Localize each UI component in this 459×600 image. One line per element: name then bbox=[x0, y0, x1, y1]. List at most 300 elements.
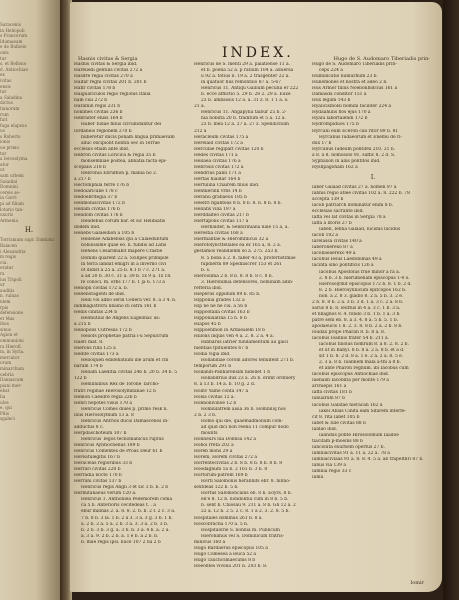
index-entry: fe conoci. m. orbs 177 b. 1 ja 6. 173 a bbox=[81, 279, 165, 285]
index-entry: ad quid dici non reena 11 compur dodo bbox=[201, 424, 289, 430]
index-entry: Hehens Cesarimabit mapere Crastie bbox=[81, 249, 163, 255]
left-page-line: Baiacen bbox=[0, 242, 17, 248]
index-entry: Damasda conditor 151 a bbox=[312, 92, 367, 98]
index-entry: Helidebus corum bar. et sic Helibiatis bbox=[81, 219, 166, 225]
index-entry: Horem, Horem civitas 272 a bbox=[194, 455, 258, 461]
index-entry: Hertulina Chairem filius ibid. bbox=[194, 182, 260, 188]
index-entry: 8. a 13 b. 14 a. b. 10 g. 2 d. bbox=[194, 382, 256, 388]
index-entry: 2 b. 2 3 b. bbox=[194, 412, 217, 418]
index-entry: Iarelassa civitas 140 a bbox=[312, 239, 362, 245]
left-page-line: e, qui bbox=[0, 405, 12, 411]
index-entry: Iancoluta exurbem opertus 27 b. bbox=[312, 444, 385, 450]
index-entry: 2. 3 a. 8 b. Ioannem mala a-thi a 8 b. bbox=[319, 360, 401, 366]
index-entry: Hasnis civitas & Sergia ibid. bbox=[74, 62, 138, 67]
index-entry: Hareliedi gentilis civitas 272 a bbox=[74, 68, 143, 74]
index-entry: Iakel Abias Cinita eam Sifarem interfe- bbox=[319, 408, 406, 414]
left-page-line: ciu. bbox=[0, 259, 8, 265]
index-entry: Ialdao ibid. bbox=[312, 426, 338, 432]
index-entry: Henricus 11. Angapyna taibur 25 b. 2- bbox=[201, 110, 287, 116]
index-entry: a. 3 a. 9. 2 b. 2 b. a. 1 e b. a 2 b. b. bbox=[81, 533, 159, 539]
index-entry: a 215 b bbox=[74, 322, 91, 328]
index-entry: Herrari civitas 220 b bbox=[74, 467, 121, 473]
index-entry: Henri nepotes visus 170 a bbox=[74, 400, 133, 406]
index-entry: Holnv Yalhe conta 147 a bbox=[194, 388, 249, 394]
left-page-line: a Ierosolyma bbox=[0, 156, 28, 162]
left-page-line: sinus bbox=[0, 326, 12, 332]
left-page-line: tur bbox=[0, 89, 7, 95]
index-entry: Hyalu laborfaiendi 172 b bbox=[312, 116, 368, 122]
index-entry: Hipponia grades 132 a bbox=[194, 297, 245, 303]
index-entry: Horti Salomonis herabbifs ebr. 8. hinno- bbox=[201, 479, 291, 485]
index-entry: ecclesiis etiam ante ibid. bbox=[74, 146, 130, 152]
index-entry: Iacobus episcopus Antiochiae ibid. bbox=[312, 372, 390, 378]
index-entry: Hectomphila terre 176 b bbox=[74, 182, 130, 188]
left-page-line: ensis bbox=[0, 83, 11, 89]
index-entry: patre sem eb. 8. a 3. 4. 8 a. 5 b. 5. 1 b. bbox=[312, 317, 399, 323]
index-entry: 7 b. 8 b. 3 la. 1 b. 2 a 3. 3 a. 3 g. 3 b. 1 b. bbox=[81, 515, 173, 521]
index-entry: Iordaneis regionem 270 b bbox=[74, 128, 132, 134]
index-entry: a 217 b bbox=[74, 176, 91, 182]
index-entry: archiepis 161 a bbox=[312, 384, 347, 390]
index-entry: Hellenotagenti de ibid. bbox=[74, 291, 126, 297]
left-page-line: d. Antiochiae bbox=[0, 66, 28, 72]
index-entry: Haramin regis 231 b bbox=[74, 104, 121, 110]
left-page-line: in Heliopoli bbox=[0, 27, 25, 33]
index-entry: Heracleas regioribus 33 b bbox=[74, 461, 133, 467]
index-entry: Herrani civitas 137 b bbox=[74, 479, 122, 485]
index-entry: Holsa civitas 12 a. bbox=[194, 394, 235, 400]
index-entry: Herddalfeo civitas 217 b bbox=[194, 213, 249, 219]
index-entry: Hoscobracha 170 a. 5 b. bbox=[194, 521, 249, 527]
index-entry: 23 b. mea 12 a. 27 a. 27 z. Spendicnum bbox=[201, 122, 289, 128]
left-page-line: cereis se- bbox=[0, 189, 21, 195]
left-page-line: s, et Bellono bbox=[0, 61, 27, 67]
index-entry: Henricus 1. Anthoniea Pedemorem coma bbox=[81, 497, 173, 503]
index-entry: et nhagnos 8. 4. fondo 3 b. 1 b. 1 a. 3 b. bbox=[312, 311, 401, 317]
index-entry: Iaber Galaad civitas 27 a. nomen 97 a bbox=[312, 184, 397, 190]
index-entry: Horeb mons 29 a bbox=[194, 449, 233, 454]
left-page-line: in Gorri bbox=[0, 195, 17, 201]
left-page-line: us bbox=[0, 128, 5, 134]
left-page-line: tianorum bbox=[0, 105, 20, 111]
index-entry: Hasdre regia civitas 270 a bbox=[74, 74, 133, 80]
left-page-line: sam urbem bbox=[0, 173, 24, 179]
left-page-line: tur bbox=[0, 150, 7, 156]
index-entry: Iacobus Ioannis frater 54 b. 211 a. bbox=[312, 336, 390, 342]
left-page-line: Damascum bbox=[0, 377, 24, 383]
index-entry: Hydaahulis flos ejus 170 a bbox=[312, 110, 371, 116]
index-entry: Hospitales dommus 261 b. 8 a. bbox=[194, 515, 263, 521]
index-entry: ceps 224 a bbox=[319, 68, 343, 74]
left-page-line: rpis bbox=[0, 304, 9, 310]
index-entry: Hiermantae & Hieromfilicus 32 a bbox=[194, 237, 269, 243]
index-entry: Heliopli civitas 172 a. b. bbox=[74, 285, 129, 291]
index-entry: a ad 20 b. 30 c. 31 a. 39 b. 1x 9 a. 1x 18. bbox=[81, 273, 172, 279]
index-entry: in terra landat emigri in a inverno civi bbox=[81, 261, 167, 267]
index-entry: et ut in Babyl. 8 b. 8 a. 2 a. 8 b. et a d. bbox=[319, 348, 405, 354]
index-entry: Iaffa civitas 181 b bbox=[312, 390, 352, 396]
index-entry: Iacobus Apostolus frue minor a ra a. bbox=[319, 269, 401, 275]
index-entry: Iacobus filiolus homrum 8. a 8. 2. 8. 2 b. bbox=[319, 342, 409, 348]
index-entry: Hyalicisinolsi homini faciliter 224 a bbox=[312, 104, 392, 110]
index-entry: Iabnis regio atlee civitas 102 a. 8. 222 b. 78 bbox=[312, 190, 410, 196]
index-column-3 bbox=[312, 62, 434, 481]
index-entry: Hip ne ne ne ciu. a 56 b bbox=[194, 303, 248, 309]
left-page-line: ur bbox=[0, 282, 5, 288]
left-page-line: atur bbox=[0, 161, 9, 167]
index-entry: adductus 8 c. bbox=[74, 424, 104, 430]
left-page-line: s Roberto bbox=[0, 133, 21, 139]
left-page-line: ra Hierofl. bbox=[0, 343, 22, 349]
index-entry: Hunemones et nostra et adeo 2 b. bbox=[312, 80, 388, 86]
header-left-catchword: Hasnis civitas & Sergia bbox=[78, 56, 138, 62]
index-entry: Helioquen edidebatium ille arum et cm bbox=[81, 358, 169, 364]
index-column-1 bbox=[74, 62, 186, 546]
left-page-line: Idumaeam bbox=[0, 38, 23, 44]
index-entry: Hierofolyncttellales ea ez 165 a, 8. 2 a. bbox=[194, 243, 282, 249]
index-entry: Humillicatio numurhum 23 b. bbox=[312, 74, 378, 80]
index-entry: Hugo Comesea a leuca 52 a bbox=[194, 551, 257, 557]
left-page-line: fuit bbox=[0, 117, 8, 123]
index-entry: Hibbarus iatrier fundamentum aii gaici bbox=[201, 340, 289, 346]
left-page bbox=[0, 0, 60, 600]
left-page-line: tur bbox=[0, 55, 7, 61]
index-entry: gestamos reandienm so a. 275. 253 b. bbox=[194, 249, 279, 255]
index-entry: Iaehaim Iacoblita per monte 179 a bbox=[312, 378, 389, 384]
index-entry: Hippoofalla civitas 163 b bbox=[194, 309, 250, 315]
index-entry: nonimes civitas 236 b bbox=[74, 110, 123, 116]
left-page-line: eratur bbox=[0, 265, 14, 271]
index-entry: mounts bbox=[201, 430, 218, 436]
index-entry: sextdeas 122 b. 5 b. bbox=[194, 485, 239, 491]
left-page-line: onis bbox=[0, 49, 9, 55]
index-entry: Hierolis rilla 125 a bbox=[74, 346, 116, 352]
index-entry: Iacob 102 a bbox=[312, 233, 339, 239]
index-entry: Honnonivinoe 12 b bbox=[194, 400, 237, 406]
left-page-line: et Mas bbox=[0, 315, 15, 321]
index-entry: Syphaxon in aliis pontitos ibid. bbox=[312, 158, 381, 164]
index-entry: Iacobus Iesus Laedonimas 49 a bbox=[312, 257, 382, 263]
index-entry: Hiapos 45 b bbox=[194, 322, 221, 328]
left-page-line: ius Tripoli bbox=[0, 276, 22, 282]
index-entry: Haifar regni civitas 201 b. 201 b bbox=[74, 80, 147, 86]
index-entry: 8. 5 boba a 2. 8. faber 43 a, profertistimae bbox=[201, 255, 296, 261]
index-entry: Hebron civitas Loricica & regia 35 b bbox=[74, 152, 156, 158]
index-entry: a. 2 b. 2 a. 5 a. 2 b. 3 a. 3. 3 a. 2 b. 3 b. bbox=[81, 521, 169, 527]
index-entry: Iamu bbox=[312, 475, 324, 481]
index-entry: Heliopolis Cutresiis 172 b bbox=[74, 328, 132, 334]
left-page-line: a Saladino bbox=[0, 94, 23, 100]
index-entry: Hemlinlibus Rex de Torone Tarcho- bbox=[81, 382, 160, 388]
index-entry: ca 5 b. Anterioris cecitedeas t. . a bbox=[81, 503, 156, 509]
index-entry: scopalis 218 b bbox=[74, 164, 106, 170]
left-page-line: Saracenis bbox=[0, 22, 21, 27]
left-page-line: ibus bbox=[0, 321, 9, 327]
index-entry: Herradia nocte 170 b bbox=[74, 473, 122, 479]
index-entry: Heliense Adabensis qui a Calaeduntum bbox=[81, 237, 169, 243]
index-entry: Hospitalorie S. nonnia m. Publicum bbox=[201, 527, 280, 533]
index-entry: Heeitri figanteas 8 b. 8 b. 8. b. 8 b. 8 b. bbox=[194, 201, 282, 207]
index-entry: Hyrcani eum Eceron cali ritor 89 b. 81 bbox=[312, 128, 399, 134]
left-page-line: Domnini bbox=[0, 184, 18, 190]
index-letter-heading: I. bbox=[370, 173, 376, 181]
index-entry: temporum 291 b bbox=[194, 364, 232, 370]
left-page-line: ebat bbox=[0, 388, 10, 394]
index-entry: dux 17 b bbox=[312, 140, 332, 146]
index-entry: 21 a. bbox=[194, 104, 205, 110]
left-page-line: Armenia bbox=[0, 217, 19, 223]
left-page-line: Agion et bbox=[0, 332, 18, 338]
index-entry: monsemniae postea, abbatia facta epi- bbox=[81, 158, 167, 164]
index-entry: Hollandi-Panharensim hidellet 1 b bbox=[194, 370, 271, 376]
index-entry: Hoeontes vivona 201 b. 203 b. 8. bbox=[194, 563, 268, 569]
index-entry: Hendrius panli 171 a bbox=[194, 170, 241, 176]
left-page-line: fuga elapsus bbox=[0, 122, 27, 128]
index-entry: Ianus via 139 a bbox=[312, 463, 346, 468]
left-page-text bbox=[0, 22, 58, 422]
index-entry: Hus Armor filius Noebonbidcius 161 a bbox=[312, 86, 398, 92]
index-entry: fupdierm 89 Spedliiscrer 153 et 261 bbox=[201, 261, 282, 267]
index-entry: 2 b. 8. 8 b. 2 a. 3 b. 3 d. 1 a. 3 c. 2 a. 8 b. bbox=[312, 299, 404, 305]
index-entry: Iamniacivitas 91 a. 11 a. 22 a. 78 a bbox=[312, 450, 390, 456]
index-entry: nobilissime quae eo. n. fundis ad Latis bbox=[81, 243, 167, 249]
left-page-line: e de Bulbeio bbox=[0, 44, 27, 50]
index-entry: 22 a. 12 b. 2 5. 2 c. 8. 1 a 2. 3. 2. 8. 5 b. bbox=[201, 509, 290, 515]
index-entry: ibidem ibid. bbox=[74, 225, 101, 231]
index-entry: Hollandrius dux 23 a. 26 b. erimt ordinery bbox=[201, 376, 296, 382]
left-page-line: Pilis bbox=[0, 410, 9, 416]
index-entry: b. ecce afflictio 5. 29 b. 28 2. 29 a. Euxe bbox=[201, 92, 291, 98]
index-entry: Iaffa vel Iaf civitas in Sergia 78 a bbox=[312, 215, 386, 221]
left-page-line: minarcham bbox=[0, 366, 25, 372]
index-entry: 3. Hieronimia defensores, nominam adin- bbox=[201, 279, 294, 285]
index-entry: refteria ibid. bbox=[194, 285, 223, 291]
index-entry: 212 a bbox=[194, 128, 207, 134]
index-entry: Heliam Laeditia civitas 246 b. 20 b. 34 b. 5 bbox=[81, 370, 178, 376]
index-entry: accepta 139 b bbox=[312, 196, 344, 202]
index-entry: nob. a 2. 8 3. gladio 8. 2 a. 5 b. 3. 2 e. bbox=[319, 293, 404, 299]
left-page-line: uxoris bbox=[0, 212, 14, 218]
index-entry: en'e 8. 12 b. nondolitui cum in 8 b. 5 b. bbox=[201, 497, 289, 503]
index-entry: Ialindus ponte Hirosolomum Iaadoe bbox=[319, 432, 399, 438]
left-page-line: uebria bbox=[0, 371, 14, 377]
left-page-line: rum bbox=[0, 111, 9, 117]
left-page-line: orum bbox=[0, 360, 12, 366]
index-entry: Hortus Salomoncalus eb. 8 b. Eoyrs. 8 b. bbox=[201, 491, 292, 497]
index-entry: Ianuarum 87 b bbox=[312, 396, 345, 402]
index-entry: ebur milihas 2. a. 8. 8. 2. b. b. 2 f. 2 c. 3 a. bbox=[81, 509, 176, 515]
index-entry: Hentkerinn vrbs 14 b bbox=[194, 188, 242, 194]
index-entry: Hugo Tauchcsmaecunis 8 b bbox=[194, 557, 256, 563]
index-entry: Haber Iudae filius circumdantur dei bbox=[81, 122, 162, 128]
index-entry: a 8. a 8. nomosolo 91. suffic 8. 2 d. S. bbox=[312, 152, 396, 158]
index-entry: Henricus Ayntiochenus 189 b bbox=[74, 442, 140, 448]
index-entry: Horrentecivitas 2 b. 8 b. 8 b. 8 b. 8 b. 8 bbox=[194, 461, 282, 467]
index-entry: aduc excipiont nontin oec in Terrae bbox=[81, 140, 160, 146]
index-entry: Hydrompiduos 175 b bbox=[312, 122, 359, 128]
index-entry: Iabet & Iule civitas 88 b bbox=[312, 420, 366, 426]
left-page-line: sgaleci bbox=[0, 416, 15, 422]
index-entry: Iacob patriarch dominatur enim 8 b. bbox=[312, 202, 394, 208]
index-entry: Homo qui die, quaemadmonum com- bbox=[201, 418, 283, 424]
index-entry: Helidom civitas 176 b bbox=[74, 213, 123, 219]
page-edge-shadow bbox=[443, 0, 459, 600]
left-page-line: in, in Syria. bbox=[0, 349, 25, 355]
header-right-catchword: Hugo de S. Audomaro Tiberiadis prin- bbox=[333, 56, 430, 62]
index-entry: Hippoenmon in Armiealem 18 b bbox=[194, 328, 265, 334]
index-entry: sit 1 b. 8. 2 d. 8 a. 1 e. 2 a. 2 a. 8. 5 e. bbox=[319, 354, 404, 360]
left-page-line: ue primo bbox=[0, 145, 20, 151]
left-page-line: ra bbox=[0, 270, 5, 276]
left-page-line: dictus bbox=[0, 100, 13, 106]
index-entry: Henricus Comentes de Proas Deur 61 b bbox=[74, 449, 163, 454]
index-entry: 122 b bbox=[74, 376, 87, 382]
index-entry: barum 174 b bbox=[74, 364, 103, 370]
index-entry: 23 b. ambassis 12 a. a. 31 z. 8. 1 1 a. o. bbox=[201, 98, 289, 104]
index-entry: Heranu grafiaeus 185 b bbox=[194, 195, 247, 201]
index-entry: Henricus 11. Antiqu Gallium pecunii er 222 bbox=[201, 86, 299, 92]
index-entry: Hyshpagohain 162 a bbox=[312, 164, 358, 170]
index-entry: Hemon Caesdre regia 226 b bbox=[74, 394, 137, 400]
left-page-line: m regis bbox=[0, 254, 16, 260]
index-entry: Helli vol adbo serin Cedera ver. 8. a 3 4. b. bbox=[81, 297, 177, 303]
index-entry: Hieperus oppidum 89 b. 85 b. bbox=[194, 291, 261, 297]
index-entry: nia nobilta 20 b. traditum et 5 a. 12 a. bbox=[201, 116, 286, 122]
left-page-line: mercator bbox=[0, 354, 20, 360]
left-page-line: s Francorum bbox=[0, 33, 28, 39]
index-entry: Hedoebritegia 37 b bbox=[74, 195, 118, 201]
index-entry: Herbaliter, & Senbiriniana nale 15 a, a. bbox=[201, 225, 289, 231]
index-entry: Hertas hiaidar 164 b bbox=[194, 176, 241, 182]
index-entry: Homiulatrem aisia 36 b. Hombiliq hos bbox=[201, 406, 286, 412]
index-entry: apodaeucls 1 8. 2. 3. 8. 8 b. 2 a. 2 b. 8 b. bbox=[312, 323, 403, 329]
left-page-line: piani mer- bbox=[0, 382, 22, 388]
index-entry: Hoodagnum 1a b. 2 161 b. 3 b. 8 bbox=[194, 467, 268, 473]
index-entry: sarus 8 b. 8. leuttus in 4 a. 3 c. 1 b. 3 a. bbox=[312, 305, 401, 311]
index-entry: Henricus Tegos tecnomanicus ruptus bbox=[81, 436, 164, 442]
index-entry: Helimoniscivitas 172 b bbox=[74, 201, 125, 207]
index-entry: Herculae regipatt civitas 120 b bbox=[194, 146, 264, 152]
index-entry: Ioudax prope Pharan 8. b. 8 a. 8. bbox=[312, 329, 386, 335]
index-entry: Iaberonerexo 87 a bbox=[312, 245, 353, 251]
index-entry: et b. poena 52 a. p ratium 104 a. aduersa bbox=[201, 68, 294, 74]
index-entry: Hyrcanus Iudeum pontifex 210. 21 b. bbox=[312, 146, 396, 152]
index-entry: b. sent b. Chiosau 9. 211 a. 8 b. Gh 12 a. 2 bbox=[201, 503, 296, 509]
index-entry: Honneurs lua Donnsa 142 a bbox=[194, 436, 257, 442]
left-page-line: ut bbox=[0, 167, 5, 173]
index-entry: minivus 160 a bbox=[194, 539, 226, 545]
index-entry: Hyrcanus Iudaeorum et Enemu de ri- bbox=[319, 134, 403, 140]
index-entry: Herpdaschoteum 107 b bbox=[74, 430, 127, 436]
left-page-line: ex bbox=[0, 72, 5, 78]
index-entry: Hedite civitas 173 a bbox=[74, 352, 119, 358]
index-entry: Heliofs prophetae patria i-u Sepulcrum bbox=[81, 334, 169, 340]
index-entry: Hedes civitas 171 a bbox=[194, 152, 238, 158]
index-entry: Iaffa a litoris 27 b bbox=[312, 221, 352, 227]
index-entry: Hierosolymit episcopus 172 b. 8. 1 b. 2 d. bbox=[319, 281, 412, 287]
index-entry: Henricus de S. menti 29 a. palatiense 11 a. bbox=[194, 62, 290, 67]
index-entry: indimagistroru libaino iti ostra 161 b bbox=[74, 303, 157, 309]
left-page-line: nlem bbox=[0, 298, 11, 304]
index-entry: Iaben, Iehna Galaad, lucidus lucidus bbox=[319, 227, 401, 233]
index-entry: Heliaea civitas 176 a bbox=[194, 158, 241, 164]
index-entry: Herelaid civitas 172 a bbox=[194, 140, 243, 146]
index-entry: Henricus regis Angli 3 et sic 3 b. b. 2 b bbox=[81, 485, 169, 491]
index-entry: Henricus Anfriox ducis Damascenos in- bbox=[81, 418, 169, 424]
left-page-line: ionis bbox=[0, 139, 11, 145]
index-entry: Iacobus Galatae hieracan 162 a bbox=[312, 402, 383, 408]
left-page-line: pi ad filiam bbox=[0, 201, 24, 206]
index-entry: ot didist a 25 a. 25 b. 8.1 b 7 c. 271 a. bbox=[81, 267, 166, 273]
index-entry: Hugo de S. Audomaro Tiberiadis prin- bbox=[312, 62, 397, 67]
index-entry: b. 2 b. 3 b. 3 g. a. 3 6. b. 3 a. 4 b. a. 2 a. bbox=[81, 527, 170, 533]
index-entry: Hebraiter eniss 164 b bbox=[74, 116, 123, 122]
index-entry: hientias fpituientes 67 b bbox=[194, 346, 249, 352]
index-entry: Hermitanaeus verum 120 a. bbox=[74, 491, 137, 497]
index-entry: Henricus Comes diues p. primo resk n. bbox=[81, 406, 168, 412]
index-entry: Hieroolima 2 b. 8 b. 8. 8 b. 8 c. 8 b. bbox=[194, 273, 273, 279]
left-page-line: auditis bbox=[0, 287, 15, 293]
index-page bbox=[70, 2, 442, 592]
left-page-letter-heading: H. bbox=[24, 226, 34, 235]
index-entry: Hieronimus vel S. Dominicum fratris- bbox=[201, 533, 285, 539]
left-page-line: i Alexandria bbox=[0, 248, 26, 254]
left-page-line: n. ruinas bbox=[0, 293, 19, 299]
page-title: INDEX. bbox=[222, 45, 294, 61]
index-entry: Iacobaeaerexo 49 a bbox=[312, 251, 356, 257]
index-entry: Iacinta sino pontificis 126 a bbox=[312, 263, 374, 269]
left-page-line: ommunioni bbox=[0, 338, 24, 344]
index-entry: 2. 8 b. 3 b. hierumenam episcopus 1-4 o. bbox=[319, 275, 410, 281]
index-entry: u 92 a. totius n. 19 a. 2 trasgenter 22 a. bbox=[201, 74, 290, 80]
left-page-line: lia bbox=[0, 394, 6, 399]
index-entry: Iamnia regio 33 c bbox=[312, 469, 352, 475]
index-entry: Hiilons inquis ven 4 a. 2. 8. 2 a. 4 a. bbox=[194, 334, 274, 340]
left-page-line: lotario tan- bbox=[0, 206, 24, 212]
index-entry: in quatuor hiis remontsio 87 a. 5-67 bbox=[201, 80, 281, 86]
index-entry: b. s. bbox=[201, 267, 211, 273]
index-entry: nam ciui 272 b bbox=[74, 98, 108, 104]
left-page-line: defensione bbox=[0, 310, 24, 316]
index-entry: Hafir civitas 178 b bbox=[74, 86, 116, 92]
index-entry: et ante Pharon regnum. ibi Iacobus cum bbox=[319, 366, 409, 372]
footer-catchword: Iomir bbox=[410, 580, 424, 586]
index-entry: Hux legum 143 b bbox=[312, 98, 351, 104]
index-entry: Hellis cinitas 234 b bbox=[74, 309, 118, 315]
index-entry: Heliafis vilia 197 a bbox=[194, 207, 236, 213]
left-page-line: ivitas bbox=[0, 77, 12, 83]
index-column-2 bbox=[194, 62, 306, 570]
index-entry: Domini quarent 22 a. Scilipes primipile bbox=[81, 255, 169, 261]
index-entry: Hodia vigia ibid. bbox=[194, 352, 231, 358]
index-entry: b. mile regis ipsi. nuce 107 2 na 2 b bbox=[81, 539, 161, 545]
index-entry: ilius Hierosolymum 13 a. 8 bbox=[74, 412, 134, 418]
index-entry: Hipponiuatina 15 b. 8 b bbox=[194, 315, 247, 321]
index-entry: Heliam civitas 176 b bbox=[74, 207, 120, 213]
index-entry: Hedoiaricane 178 c bbox=[74, 188, 118, 194]
index-entry: Hortorum-patrem 169 b bbox=[194, 473, 248, 479]
index-entry: ecclesias sacrante ibid. bbox=[312, 209, 364, 215]
left-page-line: ulos bbox=[0, 399, 9, 405]
index-entry: nuberetur ducis ponam lingua primaevam bbox=[81, 134, 175, 140]
index-entry: Iamniaciviaas 91 a. 8. 8. 4. 5 a. ab trapelthri 87 b. bbox=[312, 456, 424, 462]
index-entry: Hoboi rreta 202 a bbox=[194, 442, 234, 448]
index-entry: fratri reginae Hierosolymitanae 12 b bbox=[74, 388, 156, 394]
index-entry: Heracleum civitas 175 a bbox=[194, 134, 249, 140]
index-entry: Hugo Bardaerus episcopus 105 a bbox=[194, 545, 268, 551]
index-entry: Haiguariculos regio regionis Italia bbox=[74, 92, 151, 98]
index-entry: Heliebs Galaeidion a 105 b bbox=[74, 231, 135, 237]
